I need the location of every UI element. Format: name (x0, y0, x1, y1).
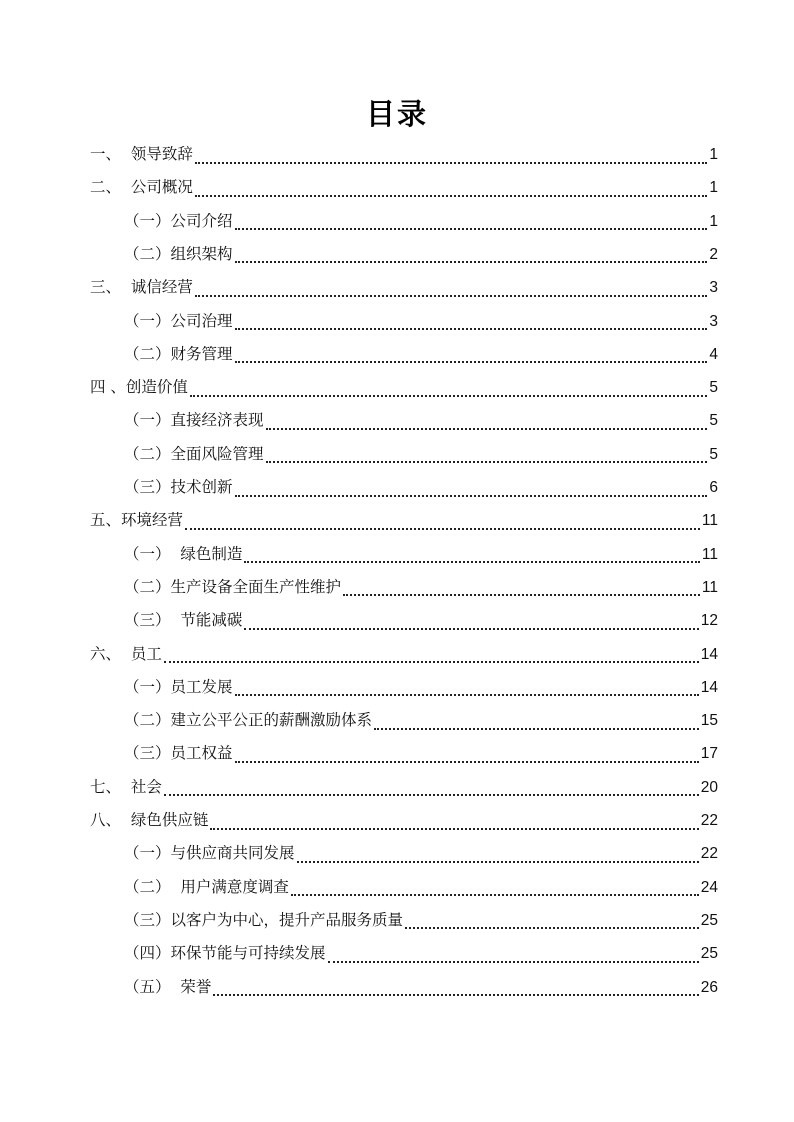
toc-entry-page-number: 1 (709, 146, 718, 163)
toc-entry-page-number: 11 (701, 578, 718, 596)
toc-entry[interactable] (124, 604, 718, 637)
toc-entry[interactable] (124, 404, 718, 437)
toc-entry-label: （二） 用户满意度调查 (124, 877, 289, 896)
toc-entry-page-number: 2 (709, 245, 718, 263)
toc-entry-page-number: 14 (700, 678, 718, 696)
dot-leader (164, 659, 699, 663)
toc-entry[interactable] (90, 271, 718, 304)
toc-entry-label: 五、环境经营 (90, 511, 184, 530)
toc-entry[interactable] (124, 971, 718, 1004)
dot-leader (235, 259, 708, 263)
toc-entry-page-number: 26 (700, 978, 718, 996)
toc-entry-page-number: 20 (700, 778, 718, 796)
toc-entry-page-number: 15 (700, 712, 718, 730)
toc-entry-page-number: 11 (701, 512, 718, 530)
dot-leader (235, 359, 708, 363)
dot-leader (195, 293, 708, 297)
toc-entry-page-number: 1 (709, 179, 718, 197)
dot-leader (266, 459, 708, 463)
toc-entry-page-number: 24 (700, 878, 718, 896)
dot-leader (210, 826, 698, 830)
toc-entry-page-number: 12 (700, 612, 718, 630)
dot-leader (235, 692, 699, 696)
toc-entry-label: （三）技术创新 (124, 478, 233, 496)
toc-entry-page-number: 11 (701, 545, 718, 563)
dot-leader (405, 925, 699, 929)
toc-entry-label: （三）以客户为中心，提升产品服务质量 (124, 910, 404, 929)
toc-entry-label: （一）公司治理 (124, 311, 233, 330)
toc-entry-page-number: 5 (709, 379, 718, 397)
toc-entry-page-number: 3 (709, 312, 718, 330)
toc-entry[interactable] (124, 704, 718, 737)
toc-entry[interactable] (90, 804, 718, 837)
toc-entry[interactable] (90, 371, 718, 404)
toc-entry-page-number: 5 (709, 445, 718, 463)
dot-leader (328, 959, 699, 963)
toc-entry-page-number: 22 (700, 845, 718, 863)
toc-entry[interactable] (90, 138, 718, 171)
toc-entry[interactable] (124, 471, 718, 504)
toc-entry-page-number: 25 (700, 911, 718, 929)
toc-entry-label: 七、 社会 (90, 777, 162, 796)
toc-entry[interactable] (124, 305, 718, 338)
dot-leader (235, 226, 708, 230)
toc-entry-label: （四）环保节能与可持续发展 (124, 944, 326, 963)
toc-entry-label: （二）全面风险管理 (124, 444, 264, 463)
toc-entry-page-number: 14 (700, 645, 718, 663)
dot-leader (266, 426, 708, 430)
toc-entry[interactable] (124, 538, 718, 571)
toc-entry-label: 二、 公司概况 (90, 178, 193, 197)
toc-entry-page-number: 22 (700, 812, 718, 829)
toc-entry[interactable] (124, 571, 718, 604)
dot-leader (213, 992, 698, 996)
dot-leader (235, 493, 708, 497)
toc-entry-label: （一） 绿色制造 (124, 544, 243, 563)
toc-entry-page-number: 25 (700, 945, 718, 963)
dot-leader (195, 193, 708, 197)
toc-entry[interactable] (90, 504, 718, 537)
dot-leader (297, 859, 699, 863)
toc-entry[interactable] (124, 937, 718, 970)
toc-entry[interactable] (124, 438, 718, 471)
toc-entry[interactable] (124, 904, 718, 937)
toc-entry-label: （一）与供应商共同发展 (124, 844, 295, 863)
toc-entry-label: （三）员工权益 (124, 744, 233, 763)
dot-leader (291, 892, 699, 896)
dot-leader (235, 326, 708, 330)
toc-entry[interactable] (124, 671, 718, 704)
toc-entry-label: （二）组织架构 (124, 244, 233, 263)
toc-entry-label: （一）直接经济表现 (124, 411, 264, 430)
dot-leader (244, 626, 698, 630)
dot-leader (374, 726, 699, 730)
toc-entry-page-number: 5 (709, 412, 718, 430)
toc-entry[interactable] (90, 171, 718, 204)
toc-entry-label: （五） 荣誉 (124, 977, 212, 996)
toc-entry-page-number: 1 (709, 212, 718, 230)
toc-entry[interactable] (124, 205, 718, 238)
toc-entry-label: 八、 绿色供应链 (90, 811, 209, 829)
toc-entry[interactable] (124, 338, 718, 371)
dot-leader (195, 160, 708, 164)
toc-entry-label: 三、 诚信经营 (90, 278, 193, 297)
toc-entry[interactable] (124, 238, 718, 271)
toc-entry-label: （二）财务管理 (124, 344, 233, 363)
toc-entry-label: （一）公司介绍 (124, 211, 233, 230)
toc-entry-page-number: 4 (709, 345, 718, 363)
dot-leader (190, 393, 707, 397)
toc-entry[interactable] (90, 771, 718, 804)
dot-leader (343, 592, 700, 596)
dot-leader (185, 526, 700, 530)
toc-entry-page-number: 3 (709, 279, 718, 297)
toc-entry[interactable] (124, 737, 718, 770)
toc-entry-label: 六、 员工 (90, 644, 162, 663)
toc-entry-label: （三） 节能减碳 (124, 611, 243, 630)
toc-entry[interactable] (90, 638, 718, 671)
toc-entry[interactable] (124, 871, 718, 904)
toc-entry-page-number: 17 (700, 745, 718, 763)
dot-leader (164, 792, 699, 796)
toc-entry-page-number: 6 (709, 479, 718, 496)
toc-entry-label: （二）生产设备全面生产性维护 (124, 577, 342, 596)
dot-leader (235, 759, 699, 763)
toc-entry-label: （二）建立公平公正的薪酬激励体系 (124, 711, 373, 730)
toc-entry-label: 四 、创造价值 (90, 378, 188, 397)
page-title: 目录 (365, 97, 428, 131)
toc-entry-label: 一、 领导致辞 (90, 145, 193, 163)
dot-leader (244, 559, 700, 563)
toc-entry[interactable] (124, 837, 718, 870)
toc-entry-label: （一）员工发展 (124, 677, 233, 696)
